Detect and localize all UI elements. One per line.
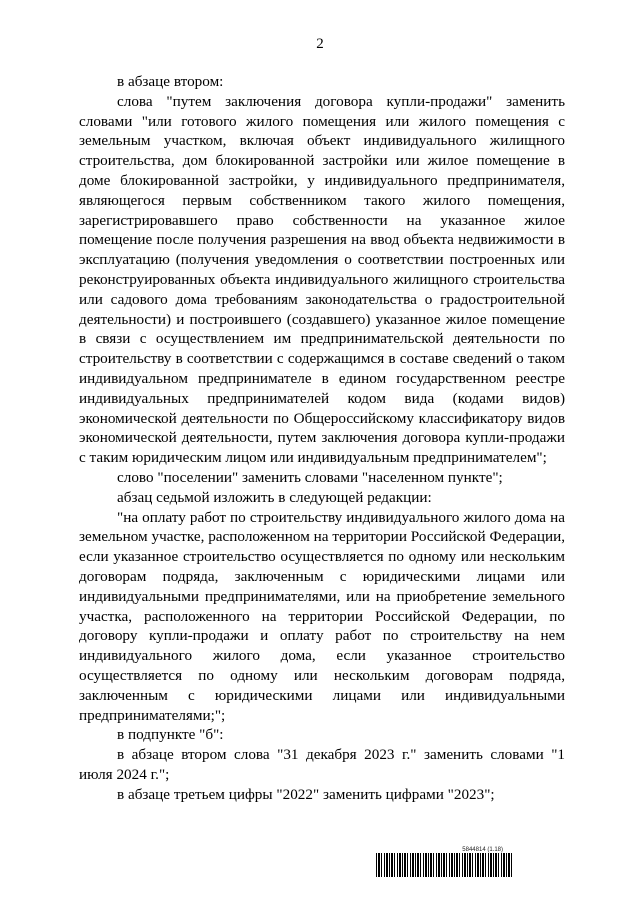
paragraph: слова "путем заключения договора купли-продажи" заменить словами "или готового жилого помещения или жилого помещения с земельным участком, включая объект индивидуального жилищного строительства, дом блокированной застройки или жилое помещение в доме блокированной застройки, у индивидуального предпринимателя, являющегося первым собственником такого жилого помещения, зарегистрировавшего право собственности на указанное жилое помещение после получения разрешения на ввод объекта недвижимости в эксплуатацию (получения уведомления о соответствии построенных или реконструированных объекта индивидуального жилищного строительства или садового дома требованиям законодательства о градостроительной деятельности) и построившего (создавшего) указанное жилое помещение в связи с осуществлением им предпринимательской деятельности по строительству в соответствии с содержащимся в составе сведений о таком индивидуальном предпринимателе в едином государственном реестре индивидуальных предпринимателей кодом вида (кодами видов) экономической деятельности по Общероссийскому классификатору видов экономической деятельности, путем заключения договора купли-продажи с таким юридическим лицом или индивидуальным предпринимателем";: [79, 92, 565, 467]
paragraph: в подпункте "б":: [117, 726, 224, 744]
page-number: 2: [316, 36, 324, 52]
document-body: [79, 72, 565, 804]
barcode: [376, 853, 513, 877]
paragraph: в абзаце втором слова "31 декабря 2023 г." заменить словами "1 июля 2024 г.";: [79, 746, 565, 783]
paragraph: абзац седьмой изложить в следующей редакции:: [117, 488, 432, 506]
paragraph: в абзаце втором:: [117, 73, 224, 90]
paragraph: в абзаце третьем цифры "2022" заменить цифрами "2023";: [117, 785, 495, 803]
document-stamp-code: 5844814 (1.18): [462, 847, 503, 853]
paragraph: "на оплату работ по строительству индивидуального жилого дома на земельном участке, расположенном на территории Российской Федерации, если указанное строительство осуществляется по одному или нескольким договорам подряда, заключенным с юридическими лицами или индивидуальными предпринимателями, или на приобретение земельного участка, расположенного на территории Российской Федерации, по договору купли-продажи и оплату работ по строительству на нем индивидуального жилого дома, если указанное строительство осуществляется по одному или нескольким договорам подряда, заключенным с юридическими лицами или индивидуальными предпринимателями;";: [79, 508, 565, 724]
paragraph: слово "поселении" заменить словами "населенном пункте";: [117, 468, 503, 486]
